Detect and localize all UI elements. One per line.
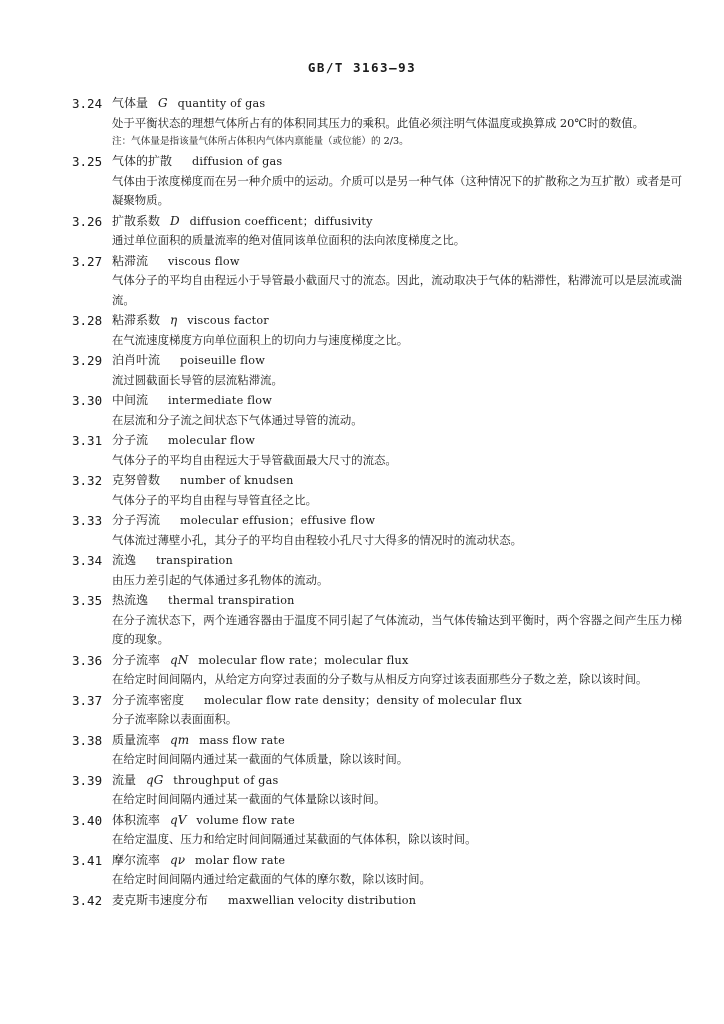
term-chinese: 分子泻流 [112,513,161,527]
term-heading [112,591,682,611]
term-number: 3.35 [72,593,103,608]
term-number: 3.25 [72,154,103,169]
term-entry [72,351,682,390]
term-heading [112,431,682,451]
term-entry [72,431,682,470]
term-entry [72,591,682,650]
term-chinese: 粘滞流 [112,253,149,268]
term-entry [72,771,682,810]
term-english: mass flow rate [199,733,285,747]
term-definition: 气体由于浓度梯度而在另一种介质中的运动。介质可以是另一种气体（这种情况下的扩散称之为互扩散）或者是可凝聚物质。 [112,173,682,207]
term-entry [72,471,682,510]
term-english: throughput of gas [173,773,279,787]
term-number: 3.40 [72,812,103,828]
term-symbol: qV [170,812,187,827]
term-entry [72,691,682,730]
term-english: diffusion of gas [192,155,283,168]
term-entry [72,391,682,430]
term-number: 3.38 [72,732,103,748]
term-number: 3.37 [72,692,103,708]
term-heading [112,391,682,411]
term-entry [72,511,682,550]
term-english: quantity of gas [177,97,266,110]
term-entry [72,152,682,211]
term-chinese: 流量 [112,772,137,787]
term-chinese: 气体量 [112,96,149,110]
term-definition: 在气流速度梯度方向单位面积上的切向力与速度梯度之比。 [112,332,409,347]
term-english: molar flow rate [195,853,286,867]
term-chinese: 粘滞系数 [112,313,161,327]
term-number: 3.24 [72,96,103,111]
term-entry [72,252,682,311]
term-symbol: D [170,213,180,228]
term-chinese: 扩散系数 [112,213,161,228]
term-english: thermal transpiration [168,594,295,607]
term-heading [112,651,682,671]
term-number: 3.27 [72,253,103,269]
term-english: viscous factor [187,314,269,327]
term-definition: 在给定温度、压力和给定时间间隔通过某截面的气体体积，除以该时间。 [112,832,477,846]
term-chinese: 质量流率 [112,732,161,747]
term-heading [112,891,682,911]
term-heading [112,851,682,871]
term-note: 注：气体量是指该量气体所占体积内气体内禀能量（或位能）的 2/3。 [112,136,409,147]
term-entry [72,651,682,690]
term-chinese: 分子流率密度 [112,692,185,707]
term-chinese: 流逸 [112,553,137,567]
term-entry [72,811,682,850]
term-heading [112,811,682,831]
term-heading [112,311,682,331]
term-heading [112,771,682,791]
term-number: 3.26 [72,213,103,229]
term-number: 3.29 [72,353,103,368]
term-definition: 在给定时间间隔内通过给定截面的气体的摩尔数，除以该时间。 [112,872,431,886]
term-number: 3.31 [72,433,103,448]
term-english: transpiration [156,554,233,567]
term-heading [112,252,682,272]
term-number: 3.42 [72,892,103,908]
term-entry [72,731,682,770]
term-english: volume flow rate [196,813,295,827]
term-list [72,94,682,911]
term-english: molecular flow [168,434,256,447]
term-english: number of knudsen [180,474,294,487]
term-number: 3.41 [72,852,103,868]
term-english: molecular flow rate；molecular flux [198,653,409,667]
term-heading [112,212,682,232]
term-entry [72,851,682,890]
term-number: 3.39 [72,772,103,788]
term-symbol: G [158,96,168,110]
term-definition: 在给定时间间隔内通过某一截面的气体质量，除以该时间。 [112,752,409,766]
term-definition: 气体分子的平均自由程远小于导管最小截面尺寸的流态。因此，流动取决于气体的粘滞性，粘滞流可以是层流或湍流。 [112,273,682,307]
term-english: poiseuille flow [180,354,265,367]
term-definition: 在分子流状态下，两个连通容器由于温度不同引起了气体流动，当气体传输达到平衡时，两个容器之间产生压力梯度的现象。 [112,612,682,646]
term-number: 3.32 [72,473,103,488]
term-number: 3.34 [72,553,103,568]
term-entry [72,551,682,590]
term-symbol: qm [170,732,190,747]
term-symbol: qν [170,852,185,867]
term-heading [112,551,682,571]
term-number: 3.28 [72,313,103,328]
term-chinese: 气体的扩散 [112,154,173,168]
term-entry [72,94,682,151]
term-chinese: 中间流 [112,393,149,407]
term-heading [112,351,682,371]
term-english: maxwellian velocity distribution [228,893,417,907]
term-chinese: 克努曾数 [112,473,161,487]
term-english: diffusion coefficent；diffusivity [189,214,373,228]
term-entry [72,891,682,911]
term-heading [112,471,682,491]
term-english: molecular effusion；effusive flow [180,514,376,527]
term-chinese: 分子流 [112,433,149,447]
term-entry [72,311,682,350]
term-heading [112,691,682,711]
term-english: intermediate flow [168,394,273,407]
term-heading [112,731,682,751]
term-symbol: η [170,313,178,327]
term-definition: 由压力差引起的气体通过多孔物体的流动。 [112,572,329,587]
term-chinese: 摩尔流率 [112,852,161,867]
term-number: 3.30 [72,393,103,408]
term-entry [72,212,682,251]
term-definition: 在层流和分子流之间状态下气体通过导管的流动。 [112,412,363,427]
term-definition: 在给定时间间隔内，从给定方向穿过表面的分子数与从相反方向穿过该表面那些分子数之差，除以该时间。 [112,672,648,686]
term-chinese: 分子流率 [112,652,161,667]
term-heading [112,511,682,531]
term-number: 3.33 [72,513,103,528]
term-definition: 气体分子的平均自由程与导管直径之比。 [112,492,318,507]
term-heading [112,152,682,172]
page-header: GB/T 3163—93 [307,60,417,75]
term-chinese: 泊肖叶流 [112,353,161,367]
term-definition: 处于平衡状态的理想气体所占有的体积同其压力的乘积。此值必须注明气体温度或换算成 20℃时的数值。 [112,115,645,130]
term-definition: 在给定时间间隔内通过某一截面的气体量除以该时间。 [112,792,386,806]
term-definition: 通过单位面积的质量流率的绝对值同该单位面积的法向浓度梯度之比。 [112,233,466,247]
term-chinese: 热流逸 [112,593,149,607]
term-chinese: 体积流率 [112,812,161,827]
term-english: molecular flow rate density；density of molecular flux [204,693,522,707]
term-heading [112,94,682,114]
term-symbol: qN [170,652,189,667]
term-english: viscous flow [168,254,240,268]
term-number: 3.36 [72,652,103,668]
term-definition: 分子流率除以表面面积。 [112,712,238,726]
term-definition: 流过圆截面长导管的层流粘滞流。 [112,372,283,387]
term-chinese: 麦克斯韦速度分布 [112,892,209,907]
term-definition: 气体分子的平均自由程远大于导管截面最大尺寸的流态。 [112,452,397,467]
term-definition: 气体流过薄壁小孔，其分子的平均自由程较小孔尺寸大得多的情况时的流动状态。 [112,532,523,547]
term-symbol: qG [146,772,164,787]
